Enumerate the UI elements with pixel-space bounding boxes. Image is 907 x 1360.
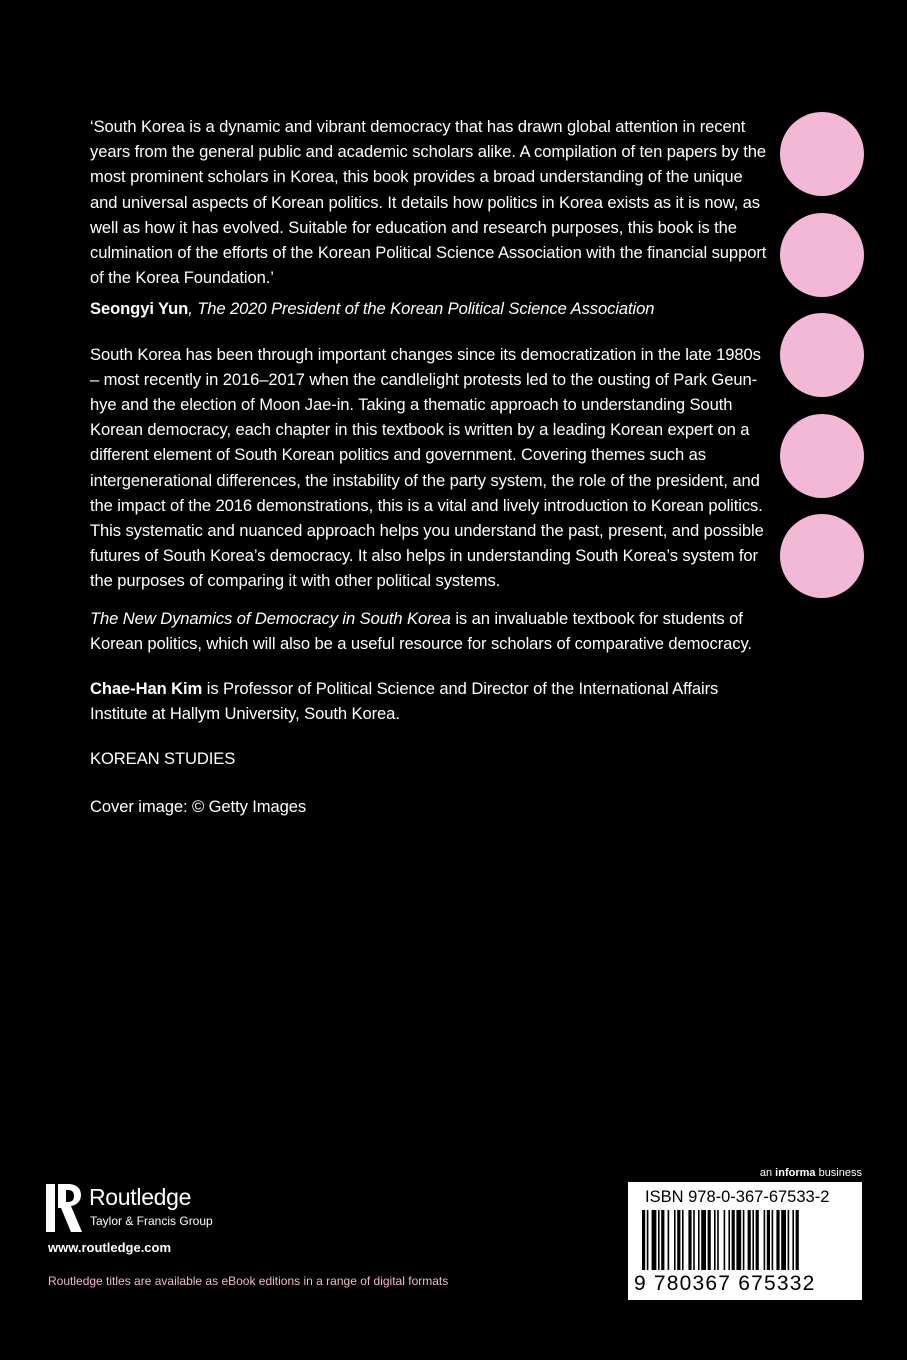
publisher-group: Taylor & Francis Group bbox=[90, 1214, 213, 1228]
book-title: The New Dynamics of Democracy in South Korea bbox=[90, 608, 451, 628]
endorsement-quote: ‘South Korea is a dynamic and vibrant democracy that has drawn global attention in recent years from the general public and academic scholars alike. A compilation of ten papers by the most prominent scholars in Korea, this book provides a broad understanding of the unique and universal aspects of Korean politics. It details how politics in Korea exists as it is now, as well as how it has evolved. Suitable for education and research purposes, this book is the culmination of the efforts of the Korean Political Science Association with the financial support of the Korea Foundation.’ bbox=[90, 117, 767, 288]
isbn-label: ISBN 978-0-367-67533-2 bbox=[645, 1188, 830, 1206]
back-cover-text bbox=[90, 114, 770, 819]
endorser-title: , The 2020 President of the Korean Political Science Association bbox=[188, 299, 655, 319]
endorser-name: Seongyi Yun bbox=[90, 299, 189, 319]
publisher-url: www.routledge.com bbox=[48, 1240, 172, 1255]
informa-suffix: business bbox=[815, 1167, 862, 1179]
barcode-icon bbox=[642, 1210, 848, 1270]
author-name: Chae-Han Kim bbox=[90, 679, 203, 699]
barcode-panel bbox=[628, 1182, 862, 1300]
informa-brand: informa bbox=[775, 1167, 816, 1179]
publisher-name: Routledge bbox=[89, 1184, 192, 1210]
informa-business-label bbox=[760, 1167, 862, 1179]
ebook-note: Routledge titles are available as eBook editions in a range of digital formats bbox=[48, 1274, 449, 1288]
pink-circle bbox=[780, 313, 864, 397]
closing-paragraph bbox=[90, 606, 770, 656]
pink-circle bbox=[780, 213, 864, 297]
book-description: South Korea has been through important changes since its democratization in the late 1980s – most recently in 2016–2017 when the candlelight protests led to the ousting of Park Geun-hye and the election of Moon Jae-in. Taking a thematic approach to understanding South Korean democracy, each chapter in this textbook is written by a leading Korean expert on a different element of South Korean politics and government. Covering themes such as intergenerational differences, the instability of the party system, the role of the president, and the impact of the 2016 demonstrations, this is a vital and lively introduction to Korean politics. This systematic and nuanced approach helps you understand the past, present, and possible futures of South Korea’s democracy. It also helps in understanding South Korea’s system for the purposes of comparing it with other political systems. bbox=[90, 344, 764, 591]
informa-prefix: an bbox=[759, 1167, 776, 1179]
closing-text: is an invaluable textbook for students of Korean politics, which will also be a useful resource for scholars of comparative democracy. bbox=[90, 608, 752, 653]
endorsement-attribution bbox=[90, 296, 770, 321]
author-bio bbox=[90, 676, 770, 726]
author-bio-text: is Professor of Political Science and Director of the International Affairs Institute at Hallym University, South Korea. bbox=[90, 679, 719, 724]
pink-circle bbox=[780, 112, 864, 196]
pink-circle bbox=[780, 514, 864, 598]
cover-credit: Cover image: © Getty Images bbox=[90, 796, 307, 816]
subject-category: KOREAN STUDIES bbox=[90, 749, 236, 769]
pink-circle bbox=[780, 414, 864, 498]
barcode-number: 9 780367 675332 bbox=[634, 1272, 816, 1295]
routledge-r-logo-icon bbox=[46, 1180, 84, 1234]
decorative-circles bbox=[780, 112, 864, 615]
